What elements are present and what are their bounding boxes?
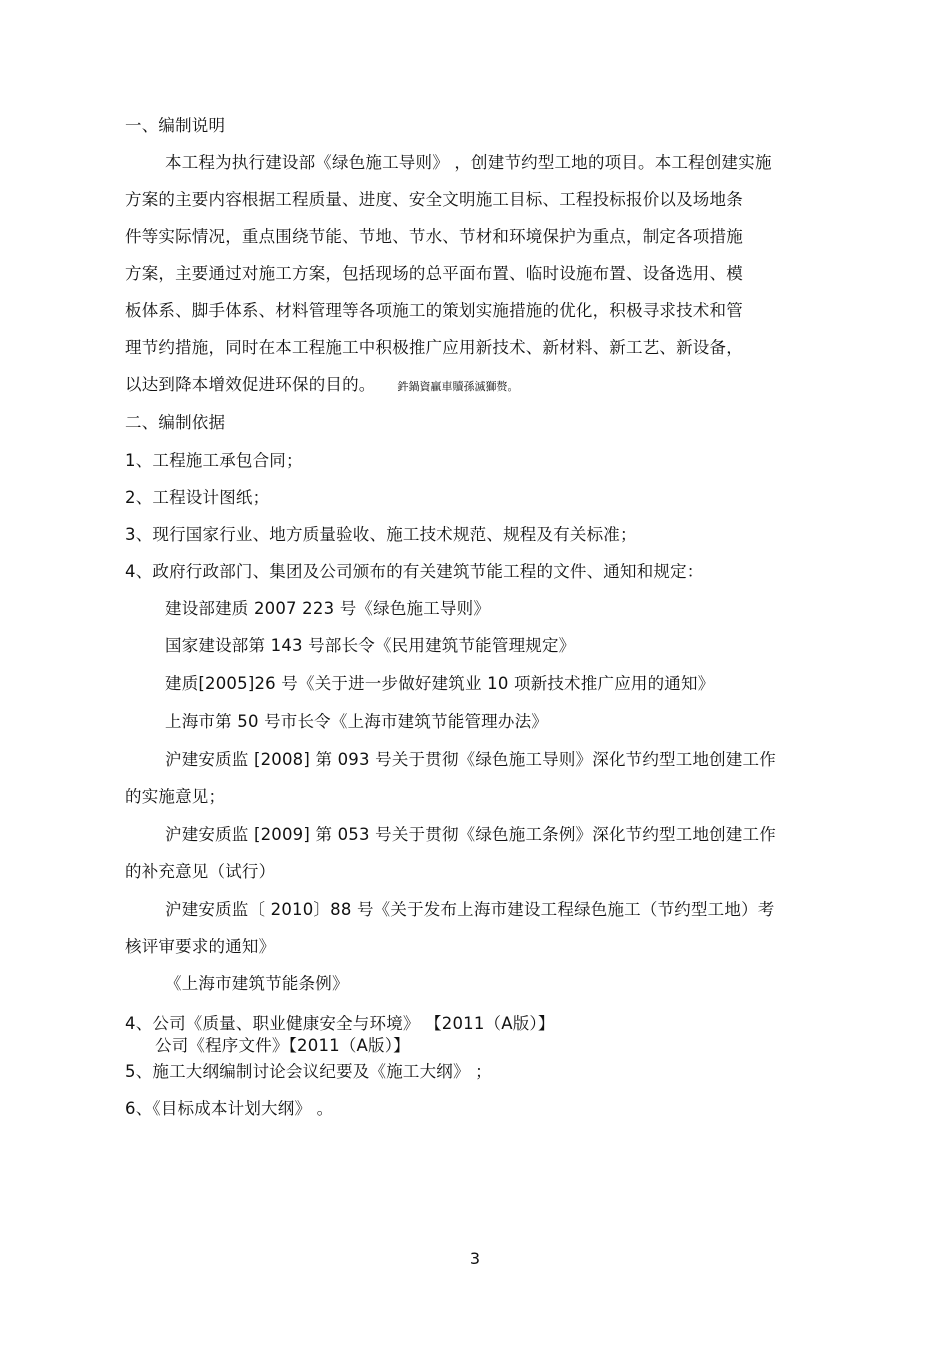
paragraph-line: 方案的主要内容根据工程质量、进度、安全文明施工目标、工程投标报价以及场地条 [125,190,743,209]
list-item: 4、公司《质量、职业健康安全与环境》 【2011（A版）】 [125,1014,555,1033]
doc-item: 沪建安质监〔 2010〕88 号《关于发布上海市建设工程绿色施工（节约型工地）考 [165,900,775,919]
doc-item: 上海市第 50 号市长令《上海市建筑节能管理办法》 [165,712,548,731]
doc-item-continued: 核评审要求的通知》 [125,937,276,956]
list-item: 4、政府行政部门、集团及公司颁布的有关建筑节能工程的文件、通知和规定： [125,562,704,581]
page-number: 3 [469,1249,481,1268]
list-item-continued: 公司《程序文件》【2011（A版）】 [155,1036,410,1055]
paragraph-line: 本工程为执行建设部《绿色施工导则》 ，创建节约型工地的项目。本工程创建实施 [165,153,772,172]
doc-item: 沪建安质监 [2008] 第 093 号关于贯彻《绿色施工导则》深化节约型工地创建工作 [165,750,776,769]
list-item: 5、施工大纲编制讨论会议纪要及《施工大纲》 ； [125,1062,492,1081]
section-1-heading: 一、编制说明 [125,116,226,135]
paragraph-line: 板体系、脚手体系、材料管理等各项施工的策划实施措施的优化，积极寻求技术和管 [125,301,743,320]
garbled-note: 鈝鍋資贏車贖孫滅獅赘。 [397,380,519,393]
list-item: 1、工程施工承包合同； [125,451,303,470]
doc-item: 建设部建质 2007 223 号《绿色施工导则》 [165,599,491,618]
paragraph-line-last [125,374,519,398]
paragraph-line: 方案，主要通过对施工方案，包括现场的总平面布置、临时设施布置、设备选用、模 [125,264,743,283]
list-item: 2、工程设计图纸； [125,488,270,507]
list-item: 6、《目标成本计划大纲》 。 [125,1099,334,1118]
doc-item: 建质[2005]26 号《关于进一步做好建筑业 10 项新技术推广应用的通知》 [165,674,715,693]
paragraph-line: 件等实际情况，重点围绕节能、节地、节水、节材和环境保护为重点，制定各项措施 [125,227,743,246]
doc-item-continued: 的实施意见； [125,787,226,806]
doc-item: 国家建设部第 143 号部长令《民用建筑节能管理规定》 [165,636,576,655]
paragraph-line: 理节约措施，同时在本工程施工中积极推广应用新技术、新材料、新工艺、新设备， [125,338,743,357]
section-2-heading: 二、编制依据 [125,413,226,432]
doc-item-continued: 的补充意见（试行） [125,862,276,881]
doc-item: 《上海市建筑节能条例》 [165,974,349,993]
paragraph-text: 以达到降本增效促进环保的目的。 [125,375,376,394]
doc-item: 沪建安质监 [2009] 第 053 号关于贯彻《绿色施工条例》深化节约型工地创建工作 [165,825,776,844]
list-item: 3、现行国家行业、地方质量验收、施工技术规范、规程及有关标准； [125,525,637,544]
